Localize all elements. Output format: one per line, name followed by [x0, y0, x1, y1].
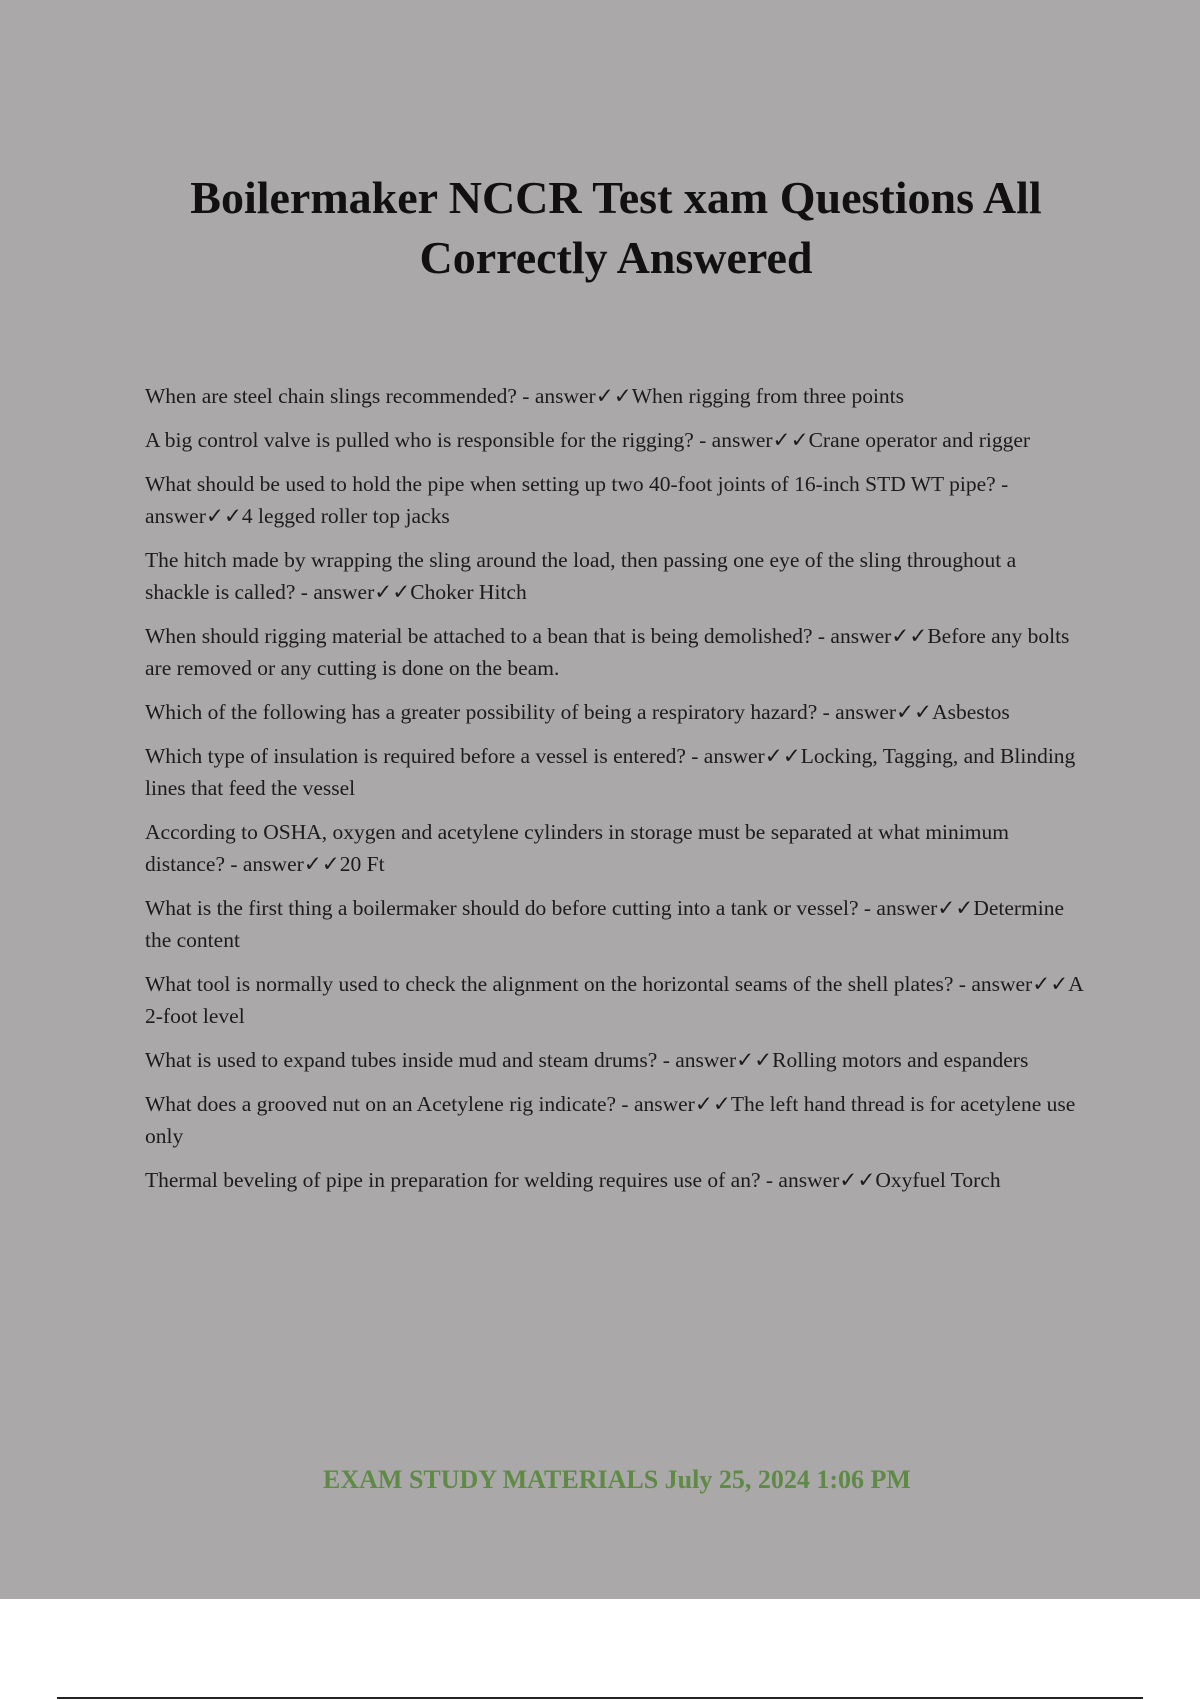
qa-item-7: Which type of insulation is required before a vessel is entered? - answer✓✓Locking, Tagging, and Blinding lines that feed the vessel — [145, 744, 1076, 800]
qa-item-2: A big control valve is pulled who is responsible for the rigging? - answer✓✓Crane operator and rigger — [145, 428, 1031, 452]
qa-item-13: Thermal beveling of pipe in preparation for welding requires use of an? - answer✓✓Oxyfuel Torch — [145, 1168, 1001, 1192]
footer-note: EXAM STUDY MATERIALS July 25, 2024 1:06 PM — [323, 1465, 911, 1494]
qa-item-4: The hitch made by wrapping the sling around the load, then passing one eye of the sling throughout a shackle is called? - answer✓✓Choker Hitch — [145, 548, 1017, 604]
qa-item-5: When should rigging material be attached to a bean that is being demolished? - answer✓✓Before any bolts are removed or any cutting is done on the beam. — [145, 624, 1070, 680]
bottom-divider — [57, 1697, 1143, 1699]
qa-item-11: What is used to expand tubes inside mud and steam drums? - answer✓✓Rolling motors and espanders — [145, 1048, 1029, 1072]
document-title: Boilermaker NCCR Test xam Questions All Correctly Answered — [190, 172, 1042, 283]
qa-item-12: What does a grooved nut on an Acetylene rig indicate? - answer✓✓The left hand thread is for acetylene use only — [145, 1092, 1076, 1148]
qa-item-6: Which of the following has a greater possibility of being a respiratory hazard? - answer✓✓Asbestos — [145, 700, 1010, 724]
qa-item-3: What should be used to hold the pipe when setting up two 40-foot joints of 16-inch STD WT pipe? - answer✓✓4 legged roller top jacks — [145, 472, 1009, 528]
qa-item-8: According to OSHA, oxygen and acetylene cylinders in storage must be separated at what minimum distance? - answer✓✓20 Ft — [145, 820, 1009, 876]
bottom-margin — [0, 1599, 1200, 1700]
qa-item-10: What tool is normally used to check the alignment on the horizontal seams of the shell plates? - answer✓✓A 2-foot level — [145, 972, 1083, 1028]
qa-item-1: When are steel chain slings recommended? - answer✓✓When rigging from three points — [145, 384, 905, 408]
qa-list — [145, 380, 1085, 1208]
qa-item-9: What is the first thing a boilermaker should do before cutting into a tank or vessel? - answer✓✓Determine the content — [145, 896, 1065, 952]
